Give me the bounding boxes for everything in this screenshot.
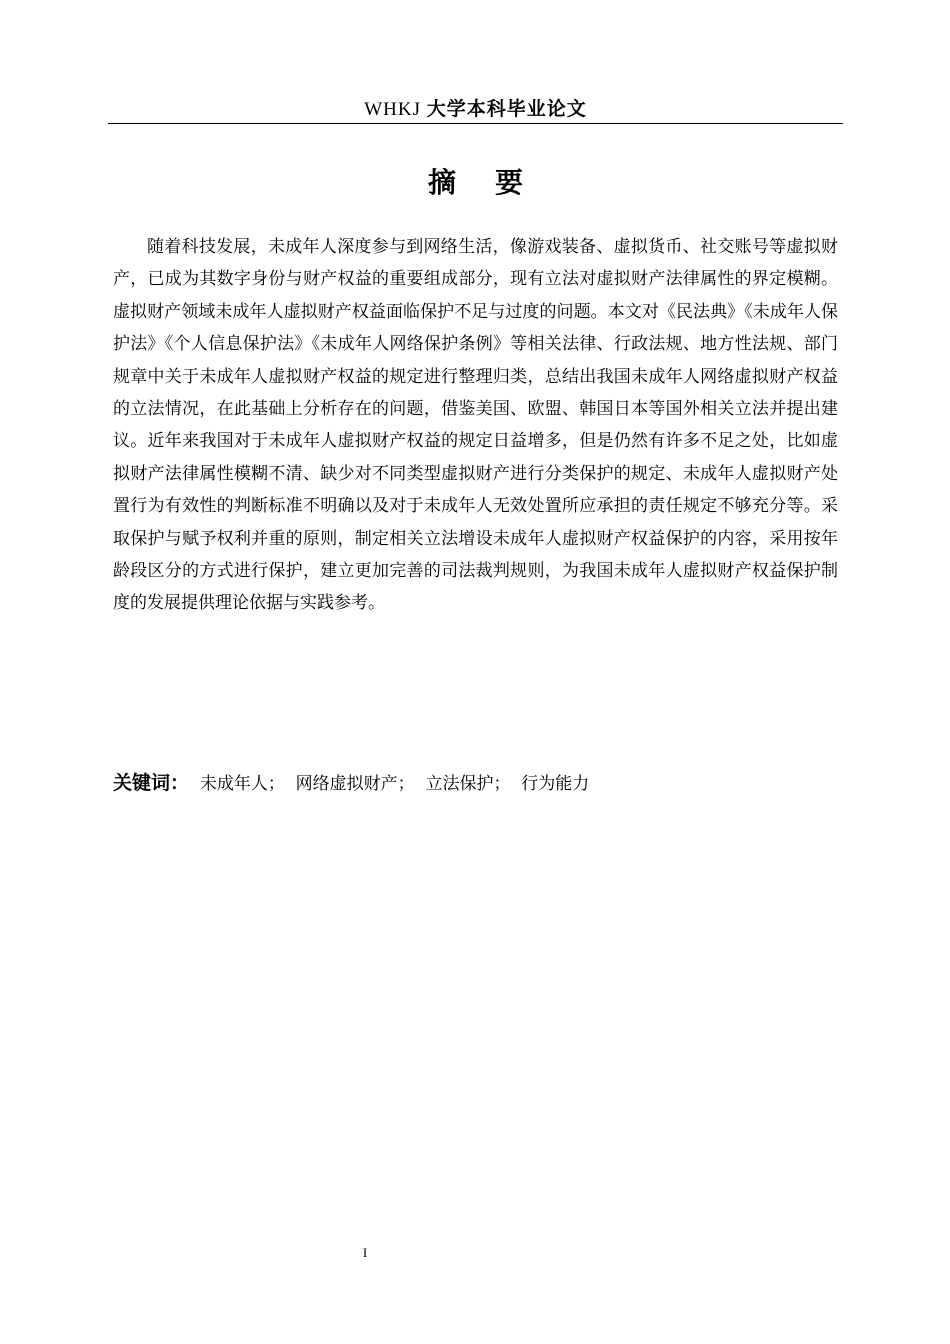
page-number: I xyxy=(362,1245,368,1260)
keyword-item: 网络虚拟财产； xyxy=(295,774,415,794)
header-document-type: 大学本科毕业论文 xyxy=(426,98,587,120)
header-school-code: WHKJ xyxy=(364,99,427,120)
header-rule xyxy=(108,123,843,124)
keywords-label: 关键词： xyxy=(113,772,190,794)
abstract-title: 摘 要 xyxy=(428,166,523,199)
keyword-item: 未成年人； xyxy=(199,774,285,794)
abstract-body: 随着科技发展，未成年人深度参与到网络生活，像游戏装备、虚拟货币、社交账号等虚拟财产，已成为其数字身份与财产权益的重要组成部分，现有立法对虚拟财产法律属性的界定模糊。虚拟财产领域未成年人虚拟财产权益面临保护不足与过度的问题。本文对《民法典》《未成年人保护法》《个人信息保护法》《未成年人网络保护条例》等相关法律、行政法规、地方性法规、部门规章中关于未成年人虚拟财产权益的规定进行整理归类，总结出我国未成年人网络虚拟财产权益的立法情况，在此基础上分析存在的问题，借鉴美国、欧盟、韩国日本等国外相关立法并提出建议。近年来我国对于未成年人虚拟财产权益的规定日益增多，但是仍然有许多不足之处，比如虚拟财产法律属性模糊不清、缺少对不同类型虚拟财产进行分类保护的规定、未成年人虚拟财产处置行为有效性的判断标准不明确以及对于未成年人无效处置所应承担的责任规定不够充分等。采取保护与赋予权利并重的原则，制定相关立法增设未成年人虚拟财产权益保护的内容，采用按年龄段区分的方式进行保护，建立更加完善的司法裁判规则，为我国未成年人虚拟财产权益保护制度的发展提供理论依据与实践参考。 xyxy=(113,237,838,614)
keywords-line xyxy=(113,768,838,799)
keyword-item: 立法保护； xyxy=(425,774,511,794)
running-header xyxy=(108,96,843,123)
keyword-item: 行为能力 xyxy=(521,774,590,794)
